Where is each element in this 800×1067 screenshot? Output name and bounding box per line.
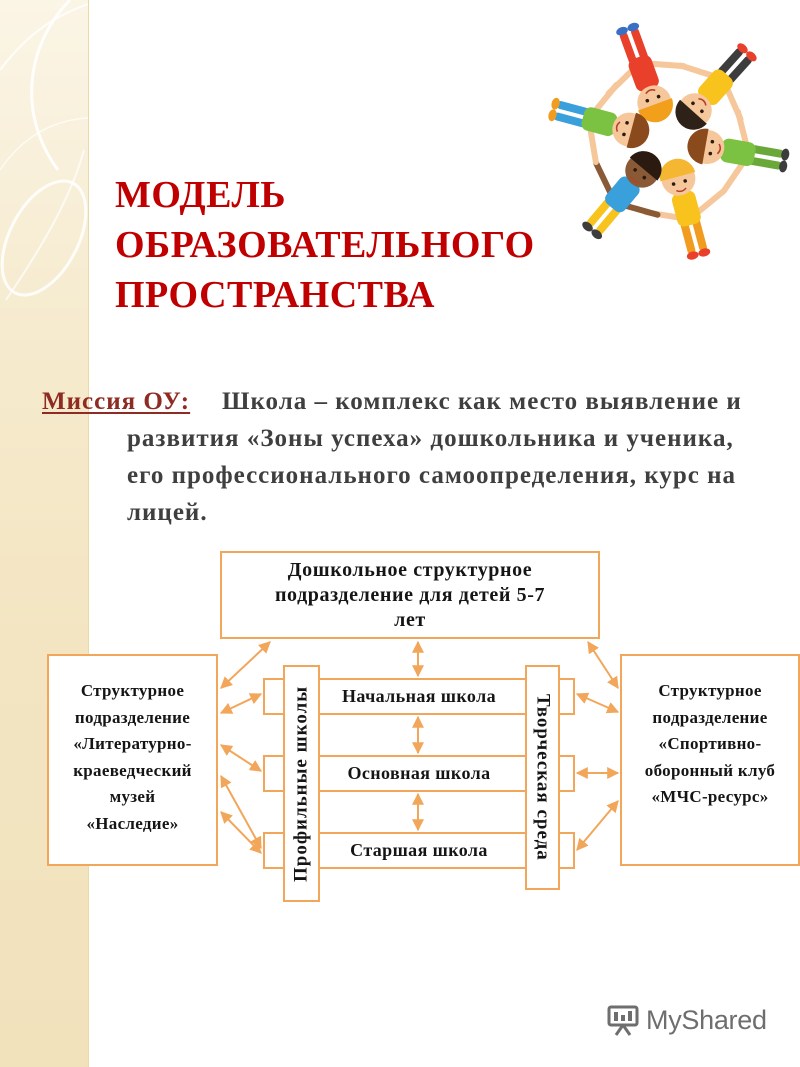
connector-arrow [221, 812, 261, 853]
box-text-line: «Наследие» [86, 813, 179, 833]
level-label: Начальная школа [341, 686, 496, 706]
box-text-line: подразделение [652, 707, 768, 727]
connector-arrow [577, 801, 618, 850]
box-text-line: «Спортивно- [658, 734, 762, 753]
box-text-line: подразделение для детей 5-7 [274, 583, 546, 606]
box-text-line: Структурное [80, 681, 185, 700]
title-line: ОБРАЗОВАТЕЛЬНОГО [115, 224, 535, 266]
mission-line: развития «Зоны успеха» дошкольника и ученика, [127, 425, 734, 452]
sports-club-division-box [620, 654, 800, 866]
connector-arrow [577, 694, 618, 712]
title-line: МОДЕЛЬ [115, 174, 286, 216]
title-line: ПРОСТРАНСТВА [115, 274, 435, 316]
box-text-line: лет [394, 608, 426, 631]
mission-line: лицей. [127, 499, 208, 526]
myshared-watermark [606, 1001, 767, 1039]
mission-label: Миссия ОУ: [42, 388, 191, 415]
museum-division-box [47, 654, 218, 866]
vertical-label: Творческая среда [532, 694, 554, 861]
connector-arrow [221, 776, 261, 848]
watermark-brand: MyShared [646, 1004, 767, 1035]
box-text-line: Дошкольное структурное [287, 558, 533, 581]
box-text-line: подразделение [74, 707, 191, 727]
box-text-line: музей [109, 787, 156, 806]
creative-environment-column [525, 665, 560, 890]
level-label: Старшая школа [350, 840, 488, 860]
box-text-line: «МЧС-ресурс» [651, 787, 769, 806]
connector-arrow [221, 745, 261, 771]
box-text-line: краеведческий [73, 760, 192, 780]
profile-schools-column [283, 665, 320, 902]
mission-line: его профессионального самоопределения, курс на [127, 462, 737, 489]
level-label: Основная школа [347, 763, 491, 783]
mission-line: Школа – комплекс как место выявление и [222, 388, 742, 415]
connector-arrow [588, 642, 618, 688]
vertical-label: Профильные школы [290, 685, 312, 882]
box-text-line: «Литературно- [73, 734, 192, 753]
preschool-division-box [220, 551, 600, 639]
connector-arrow [221, 694, 261, 713]
box-text-line: Структурное [658, 681, 762, 700]
box-text-line: оборонный клуб [644, 760, 776, 780]
presentation-board-icon [606, 1003, 640, 1037]
